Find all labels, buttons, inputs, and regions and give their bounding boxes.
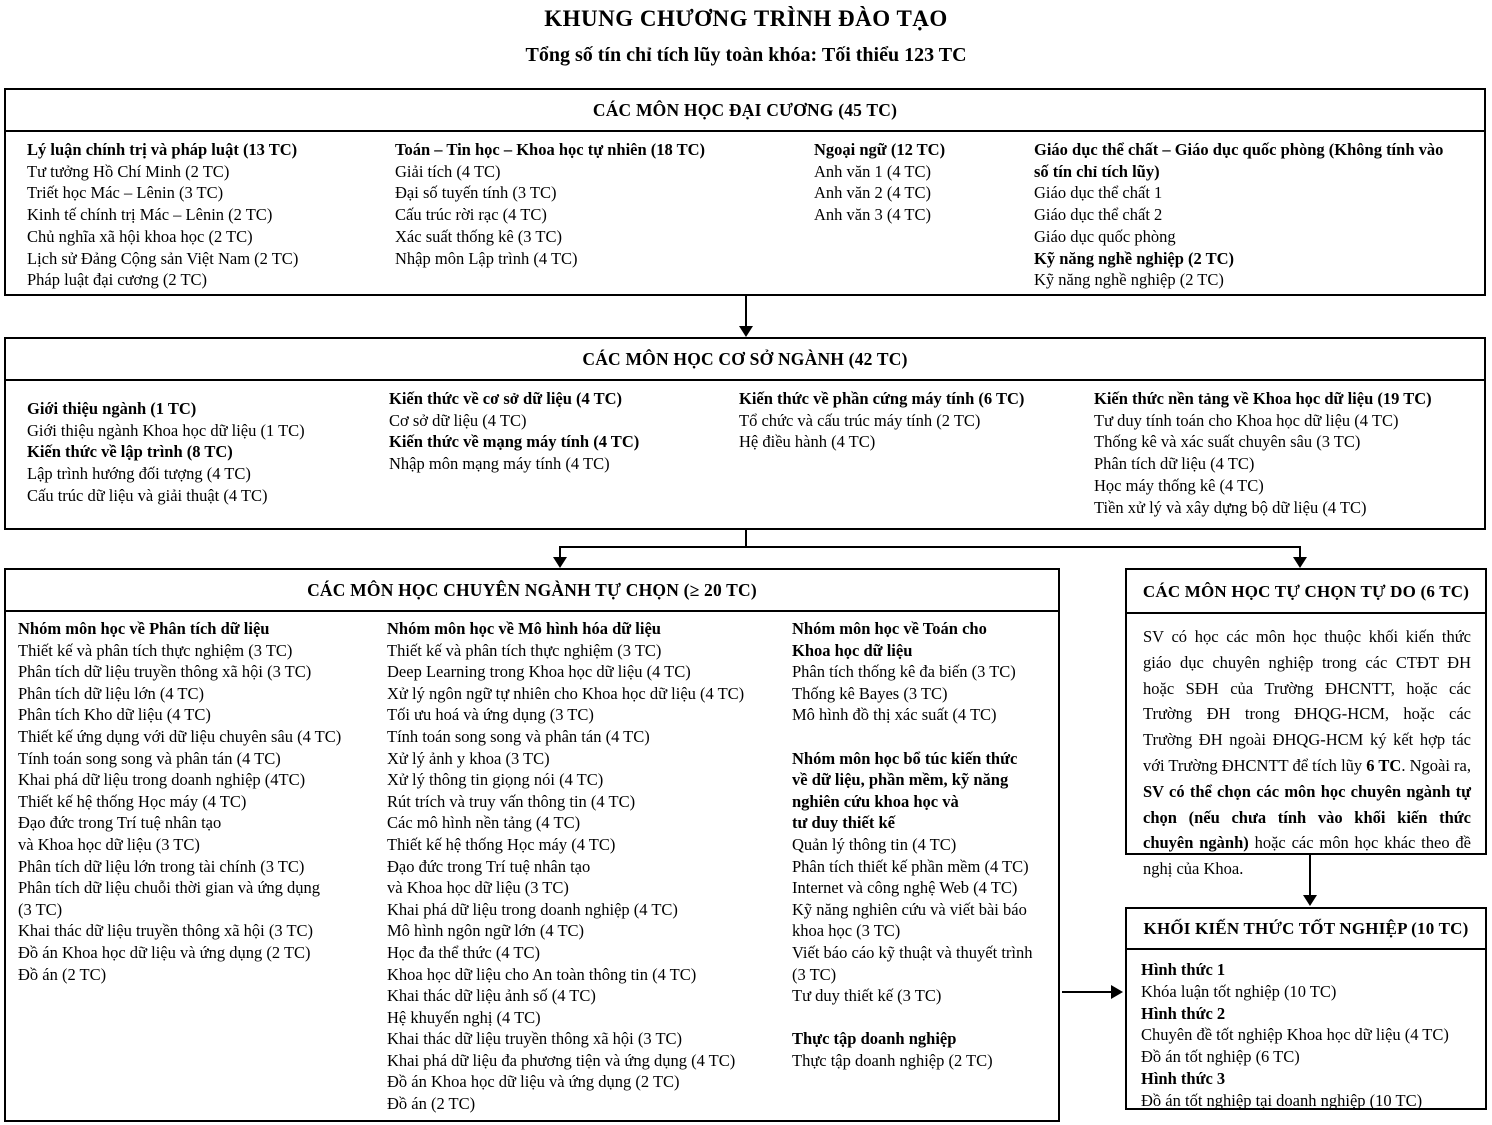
course-item: Anh văn 2 (4 TC) <box>814 183 932 203</box>
course-item: và Khoa học dữ liệu (3 TC) <box>387 878 569 898</box>
course-item: Internet và công nghệ Web (4 TC) <box>792 878 1018 898</box>
group-heading: Khoa học dữ liệu <box>792 640 913 660</box>
arrowhead-down-icon <box>1303 895 1317 906</box>
page-subtitle: Tổng số tín chỉ tích lũy toàn khóa: Tối thiểu 123 TC <box>525 44 967 66</box>
column-physical-defense <box>1034 132 1484 291</box>
course-item: Xử lý ngôn ngữ tự nhiên cho Khoa học dữ liệu (4 TC) <box>387 683 745 703</box>
free-elective-box <box>1125 568 1487 879</box>
course-item: Anh văn 1 (4 TC) <box>814 161 932 181</box>
course-item: Khai phá dữ liệu đa phương tiện và ứng dụng (4 TC) <box>387 1050 736 1070</box>
group-heading: Kiến thức về cơ sở dữ liệu (4 TC) <box>389 389 623 408</box>
course-item: Đồ án tốt nghiệp tại doanh nghiệp (10 TC) <box>1141 1090 1423 1110</box>
course-item: Khai phá dữ liệu trong doanh nghiệp (4TC) <box>18 770 306 790</box>
course-item: (3 TC) <box>18 899 63 919</box>
course-item: và Khoa học dữ liệu (3 TC) <box>18 834 200 854</box>
column-data-analysis <box>18 612 384 985</box>
course-item: Phân tích dữ liệu chuỗi thời gian và ứng dụng <box>18 878 321 898</box>
group-heading: Kiến thức về mạng máy tính (4 TC) <box>389 432 640 452</box>
general-courses-header: CÁC MÔN HỌC ĐẠI CƯƠNG (45 TC) <box>6 90 1484 132</box>
course-item: Đồ án (2 TC) <box>18 964 107 984</box>
group-heading: Toán – Tin học – Khoa học tự nhiên (18 TC) <box>395 140 706 159</box>
course-item: Các mô hình nền tảng (4 TC) <box>387 813 581 833</box>
course-item: Khóa luận tốt nghiệp (10 TC) <box>1141 981 1337 1001</box>
group-heading: Ngoại ngữ (12 TC) <box>814 140 946 159</box>
course-item: Kỹ năng nghiên cứu và viết bài báo <box>792 899 1027 919</box>
course-item: Đồ án Khoa học dữ liệu và ứng dụng (2 TC) <box>18 942 311 962</box>
course-item: Thiết kế hệ thống Học máy (4 TC) <box>387 834 616 854</box>
group-heading: Lý luận chính trị và pháp luật (13 TC) <box>27 140 298 159</box>
course-item: Thiết kế ứng dụng với dữ liệu chuyên sâu (4 TC) <box>18 726 342 746</box>
spacer-line <box>792 1007 1054 1029</box>
course-item: Phân tích dữ liệu lớn (4 TC) <box>18 683 205 703</box>
column-hardware <box>739 381 1071 453</box>
paragraph-segment: hoặc các môn học khác theo đề nghị của Khoa. <box>1143 833 1471 879</box>
group-heading: Giới thiệu ngành (1 TC) <box>27 399 197 418</box>
course-item: Khai thác dữ liệu truyền thông xã hội (3 TC) <box>387 1029 683 1049</box>
course-item: Chủ nghĩa xã hội khoa học (2 TC) <box>27 226 253 246</box>
course-item: Triết học Mác – Lênin (3 TC) <box>27 183 224 203</box>
group-heading: Nhóm môn học về Toán cho <box>792 619 987 638</box>
course-item: Thiết kế và phân tích thực nghiệm (3 TC) <box>18 640 293 660</box>
group-heading: Hình thức 2 <box>1141 1003 1226 1023</box>
foundation-courses-header: CÁC MÔN HỌC CƠ SỞ NGÀNH (42 TC) <box>6 339 1484 381</box>
specialized-elective-header: CÁC MÔN HỌC CHUYÊN NGÀNH TỰ CHỌN (≥ 20 TC) <box>6 570 1058 612</box>
course-item: Mô hình ngôn ngữ lớn (4 TC) <box>387 921 585 941</box>
course-item: khoa học (3 TC) <box>792 921 901 941</box>
course-item: Đồ án (2 TC) <box>387 1094 476 1114</box>
group-heading: Kiến thức nền tảng về Khoa học dữ liệu (19 TC) <box>1094 389 1432 408</box>
course-item: Khai phá dữ liệu trong doanh nghiệp (4 TC) <box>387 899 678 919</box>
course-item: (3 TC) <box>792 964 837 984</box>
group-heading: Nhóm môn học về Mô hình hóa dữ liệu <box>387 619 661 638</box>
course-item: Tư duy thiết kế (3 TC) <box>792 986 942 1006</box>
group-heading: Hình thức 3 <box>1141 1068 1226 1088</box>
column-intro-programming <box>27 381 379 507</box>
course-item: Tổ chức và cấu trúc máy tính (2 TC) <box>739 410 981 430</box>
group-heading: về dữ liệu, phần mềm, kỹ năng <box>792 770 1009 790</box>
course-item: Pháp luật đại cương (2 TC) <box>27 270 208 290</box>
graduation-box <box>1125 907 1487 1110</box>
group-heading: Kỹ năng nghề nghiệp (2 TC) <box>1034 248 1235 268</box>
course-item: Giáo dục thể chất 1 <box>1034 183 1163 203</box>
course-item: Xác suất thống kê (3 TC) <box>395 226 562 246</box>
group-heading: số tín chỉ tích lũy) <box>1034 161 1160 181</box>
course-item: Đạo đức trong Trí tuệ nhân tạo <box>387 856 591 876</box>
column-data-modeling <box>387 612 789 1115</box>
course-item: Đại số tuyến tính (3 TC) <box>395 183 557 203</box>
group-heading: Nhóm môn học bổ túc kiến thức <box>792 748 1018 768</box>
arrowhead-down-icon <box>1293 557 1307 568</box>
course-item: Phân tích Kho dữ liệu (4 TC) <box>18 705 211 725</box>
course-item: Viết báo cáo kỹ thuật và thuyết trình <box>792 942 1033 962</box>
page-title: KHUNG CHƯƠNG TRÌNH ĐÀO TẠO <box>544 6 948 31</box>
course-item: Học máy thống kê (4 TC) <box>1094 475 1264 495</box>
course-item: Phân tích dữ liệu (4 TC) <box>1094 454 1255 474</box>
course-item: Phân tích dữ liệu lớn trong tài chính (3 TC) <box>18 856 305 876</box>
course-item: Kỹ năng nghề nghiệp (2 TC) <box>1034 270 1224 290</box>
spacer-line <box>792 726 1054 748</box>
column-foreign-language <box>814 132 1029 226</box>
course-item: Phân tích thiết kế phần mềm (4 TC) <box>792 856 1029 876</box>
course-item: Tiền xử lý và xây dựng bộ dữ liệu (4 TC) <box>1094 497 1367 517</box>
course-item: Cấu trúc rời rạc (4 TC) <box>395 205 547 225</box>
course-item: Anh văn 3 (4 TC) <box>814 205 932 225</box>
paragraph-segment: . Ngoài ra, <box>1401 755 1471 775</box>
course-item: Deep Learning trong Khoa học dữ liệu (4 TC) <box>387 662 691 682</box>
course-item: Giới thiệu ngành Khoa học dữ liệu (1 TC) <box>27 420 305 440</box>
course-item: Giải tích (4 TC) <box>395 161 501 181</box>
specialized-elective-box <box>4 568 1060 1122</box>
course-item: Lịch sử Đảng Cộng sản Việt Nam (2 TC) <box>27 248 299 268</box>
course-item: Thống kê và xác suất chuyên sâu (3 TC) <box>1094 432 1361 452</box>
graduation-header: KHỐI KIẾN THỨC TỐT NGHIỆP (10 TC) <box>1127 909 1485 950</box>
group-heading: Giáo dục thể chất – Giáo dục quốc phòng (Không tính vào <box>1034 140 1444 159</box>
paragraph-bold-segment: 6 TC <box>1366 755 1402 775</box>
course-item: Lập trình hướng đối tượng (4 TC) <box>27 464 251 484</box>
course-item: Chuyên đề tốt nghiệp Khoa học dữ liệu (4 TC) <box>1141 1025 1449 1045</box>
column-math-and-extra <box>792 612 1054 1071</box>
group-heading: tư duy thiết kế <box>792 813 895 833</box>
course-item: Hệ điều hành (4 TC) <box>739 432 876 452</box>
course-item: Cơ sở dữ liệu (4 TC) <box>389 410 527 430</box>
course-item: Giáo dục thể chất 2 <box>1034 205 1163 225</box>
course-item: Tư tưởng Hồ Chí Minh (2 TC) <box>27 161 230 181</box>
course-item: Đồ án tốt nghiệp (6 TC) <box>1141 1047 1300 1067</box>
course-item: Cấu trúc dữ liệu và giải thuật (4 TC) <box>27 485 268 505</box>
course-item: Phân tích dữ liệu truyền thông xã hội (3 TC) <box>18 662 312 682</box>
course-item: Đạo đức trong Trí tuệ nhân tạo <box>18 813 222 833</box>
course-item: Tối ưu hoá và ứng dụng (3 TC) <box>387 705 594 725</box>
course-item: Khoa học dữ liệu cho An toàn thông tin (4 TC) <box>387 964 697 984</box>
course-item: Khai thác dữ liệu truyền thông xã hội (3 TC) <box>18 921 314 941</box>
course-item: Mô hình đồ thị xác suất (4 TC) <box>792 705 997 725</box>
free-elective-header: CÁC MÔN HỌC TỰ CHỌN TỰ DO (6 TC) <box>1127 570 1485 614</box>
column-database-network <box>389 381 725 475</box>
course-item: Rút trích và truy vấn thông tin (4 TC) <box>387 791 636 811</box>
course-item: Giáo dục quốc phòng <box>1034 226 1176 246</box>
group-heading: Hình thức 1 <box>1141 960 1226 979</box>
free-elective-paragraph <box>1127 614 1485 882</box>
course-item: Xử lý thông tin giọng nói (4 TC) <box>387 770 604 790</box>
graduation-options <box>1127 950 1485 1112</box>
course-item: Thiết kế hệ thống Học máy (4 TC) <box>18 791 247 811</box>
general-courses-box <box>4 88 1486 296</box>
course-item: Nhập môn mạng máy tính (4 TC) <box>389 454 610 474</box>
course-item: Quản lý thông tin (4 TC) <box>792 834 957 854</box>
course-item: Xử lý ảnh y khoa (3 TC) <box>387 748 550 768</box>
course-item: Tư duy tính toán cho Khoa học dữ liệu (4 TC) <box>1094 410 1399 430</box>
course-item: Phân tích thống kê đa biến (3 TC) <box>792 662 1016 682</box>
group-heading: Kiến thức về phần cứng máy tính (6 TC) <box>739 389 1025 408</box>
course-item: Hệ khuyến nghị (4 TC) <box>387 1007 541 1027</box>
group-heading: Nhóm môn học về Phân tích dữ liệu <box>18 619 270 638</box>
column-math-science <box>395 132 795 269</box>
course-item: Nhập môn Lập trình (4 TC) <box>395 248 578 268</box>
column-data-science-core <box>1094 381 1486 518</box>
course-item: Khai thác dữ liệu ảnh số (4 TC) <box>387 986 596 1006</box>
group-heading: nghiên cứu khoa học và <box>792 791 959 811</box>
group-heading: Kiến thức về lập trình (8 TC) <box>27 442 233 462</box>
arrowhead-down-icon <box>739 326 753 337</box>
course-item: Kinh tế chính trị Mác – Lênin (2 TC) <box>27 205 273 225</box>
paragraph-bold-segment: SV có thể chọn các môn học chuyên ngành tự chọn (nếu chưa tính vào khối kiến thức chuyên ngành) <box>1143 781 1471 853</box>
group-heading: Thực tập doanh nghiệp <box>792 1029 957 1049</box>
course-item: Thiết kế và phân tích thực nghiệm (3 TC) <box>387 640 662 660</box>
course-item: Thống kê Bayes (3 TC) <box>792 683 948 703</box>
course-item: Tính toán song song và phân tán (4 TC) <box>18 748 281 768</box>
arrowhead-down-icon <box>553 557 567 568</box>
course-item: Thực tập doanh nghiệp (2 TC) <box>792 1050 993 1070</box>
course-item: Đồ án Khoa học dữ liệu và ứng dụng (2 TC) <box>387 1072 680 1092</box>
column-politics-law <box>27 132 389 291</box>
foundation-courses-box <box>4 337 1486 530</box>
arrowhead-right-icon <box>1111 985 1123 999</box>
paragraph-segment: SV có học các môn học thuộc khối kiến thức giáo dục chuyên nghiệp trong các CTĐT ĐH hoặc SĐH của Trường ĐHCNTT, hoặc các Trường ĐH trong ĐHQG-HCM, hoặc các Trường ĐH ngoài ĐHQG-HCM ký kết hợp tác với Trường ĐHCNTT để tích lũy <box>1143 627 1471 775</box>
course-item: Tính toán song song và phân tán (4 TC) <box>387 726 650 746</box>
course-item: Học đa thể thức (4 TC) <box>387 942 540 962</box>
